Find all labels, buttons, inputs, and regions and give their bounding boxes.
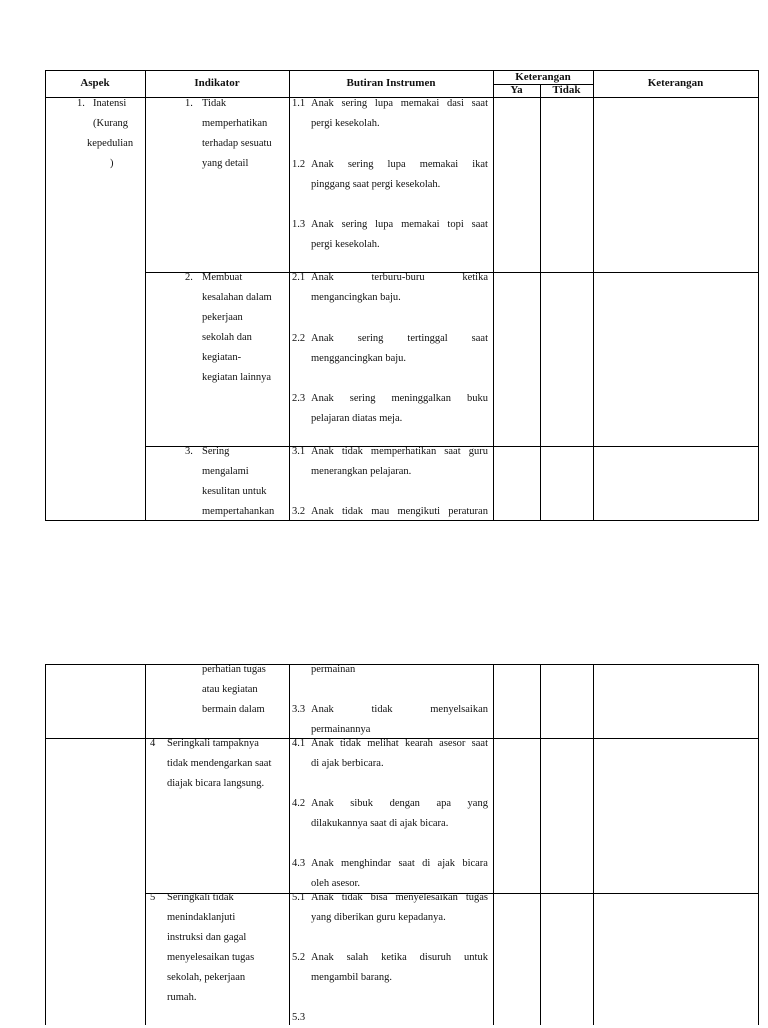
header-keterangan-group: Keterangan	[515, 71, 571, 83]
instrument-word: dasi	[446, 98, 464, 109]
table1-column-line	[758, 70, 759, 521]
instrument-item-line1	[311, 888, 488, 908]
indikator-line: instruksi dan gagal	[167, 932, 247, 943]
instrument-word: menyelesaikan	[395, 892, 458, 903]
instrument-word: Anak	[311, 738, 334, 749]
indikator-line: pekerjaan	[202, 312, 243, 323]
instrument-word: Anak	[311, 952, 334, 963]
table2-column-line	[758, 664, 759, 1025]
instrument-item-line2: mengambil barang.	[311, 972, 393, 983]
instrument-word: tertinggal	[407, 333, 448, 344]
table1-column-line	[593, 70, 594, 521]
instrument-word: Anak	[311, 798, 334, 809]
instrument-word: memperhatikan	[370, 446, 437, 457]
instrument-word: tidak	[339, 738, 361, 749]
instrument-item-line1	[311, 794, 488, 814]
instrument-word: peraturan	[448, 506, 488, 517]
instrument-item-line1	[311, 215, 488, 235]
instrument-word: saat	[471, 219, 488, 230]
instrument-word: tidak	[341, 446, 363, 457]
instrument-word: sering	[357, 333, 384, 344]
instrument-item-line1	[311, 854, 488, 874]
instrument-word: topi	[447, 219, 464, 230]
instrument-word: guru	[468, 446, 488, 457]
instrument-word: lupa	[375, 219, 394, 230]
instrument-item-line2: pelajaran diatas meja.	[311, 413, 403, 424]
instrument-word: Anak	[311, 858, 334, 869]
instrument-word: saat	[444, 446, 461, 457]
instrument-item-number: 3.3	[292, 704, 306, 715]
instrument-word: terburu-buru	[371, 272, 425, 283]
indikator-number: 5	[150, 892, 156, 903]
instrument-word: mengikuti	[397, 506, 441, 517]
indikator-line: kegiatan lainnya	[202, 372, 272, 383]
instrument-item-number: 1.3	[292, 219, 306, 230]
indikator-number: 2.	[185, 272, 193, 283]
instrument-item-number: 5.1	[292, 892, 306, 903]
instrument-word: memakai	[419, 159, 459, 170]
indikator-line: tidak mendengarkan saat	[167, 758, 272, 769]
instrument-word: lupa	[387, 159, 406, 170]
instrument-word: Anak	[311, 272, 334, 283]
instrument-item-line1	[311, 734, 488, 754]
indikator-line: Seringkali tampaknya	[167, 738, 259, 749]
instrument-item-line2: pergi kesekolah.	[311, 118, 380, 129]
instrument-item-number: 2.3	[292, 393, 306, 404]
instrument-word: saat	[471, 738, 488, 749]
indikator-number: 1.	[185, 98, 193, 109]
indikator-line: menindaklanjuti	[167, 912, 236, 923]
instrument-continued: permainan	[311, 664, 356, 675]
indikator-line: diajak bicara langsung.	[167, 778, 265, 789]
aspek-line: )	[110, 158, 114, 169]
header-aspek: Aspek	[80, 77, 110, 89]
instrument-item-line2: dilakukannya saat di ajak bicara.	[311, 818, 449, 829]
indikator-line: mengalami	[202, 466, 249, 477]
table1-column-line	[493, 70, 494, 521]
indikator-line: Sering	[202, 446, 230, 457]
indikator-line: sekolah, pekerjaan	[167, 972, 246, 983]
instrument-item-line1	[311, 700, 488, 720]
instrument-item-number: 2.1	[292, 272, 306, 283]
indikator-line: memperhatikan	[202, 118, 268, 129]
indikator-line: perhatian tugas	[202, 664, 266, 675]
instrument-item-number: 3.2	[292, 506, 306, 517]
instrument-word: buku	[467, 393, 488, 404]
instrument-item-line2: menerangkan pelajaran.	[311, 466, 412, 477]
instrument-item-line2: pergi kesekolah.	[311, 239, 380, 250]
instrument-word: menghindar	[341, 858, 392, 869]
instrument-word: menyelsaikan	[430, 704, 488, 715]
instrument-word: Anak	[311, 333, 334, 344]
instrument-item-line2: menggancingkan baju.	[311, 353, 407, 364]
instrument-word: untuk	[464, 952, 488, 963]
table2-top-border	[45, 664, 759, 665]
instrument-item-line1	[311, 502, 488, 522]
header-keterangan: Keterangan	[647, 77, 704, 89]
instrument-word: salah	[346, 952, 369, 963]
indikator-line: kesulitan untuk	[202, 486, 267, 497]
instrument-word: asesor	[439, 738, 466, 749]
instrument-word: ikat	[472, 159, 488, 170]
instrument-item-line1	[311, 268, 488, 288]
instrument-item-number: 4.2	[292, 798, 306, 809]
instrument-word: sering	[341, 98, 368, 109]
instrument-word: ajak	[437, 858, 456, 869]
table1-column-line	[45, 70, 46, 521]
instrument-item-line1	[311, 442, 488, 462]
indikator-line: Membuat	[202, 272, 243, 283]
instrument-word: tugas	[465, 892, 488, 903]
header-ya: Ya	[510, 84, 523, 96]
instrument-item-line2: pinggang saat pergi kesekolah.	[311, 179, 441, 190]
instrument-item-line2: oleh asesor.	[311, 878, 360, 889]
instrument-word: Anak	[311, 393, 334, 404]
instrument-item-line2: permainannya	[311, 724, 371, 735]
instrument-item-line1	[311, 948, 488, 968]
indikator-line: kegiatan-	[202, 352, 242, 363]
instrument-word: sering	[341, 219, 368, 230]
indikator-line: yang detail	[202, 158, 249, 169]
indikator-number: 3.	[185, 446, 193, 457]
table2-column-line	[45, 664, 46, 1025]
instrument-item-line2: mengancingkan baju.	[311, 292, 401, 303]
table1-column-line	[145, 70, 146, 521]
instrument-word: di	[422, 858, 431, 869]
aspek-number: 1.	[77, 98, 85, 109]
instrument-item-line1	[311, 329, 488, 349]
instrument-word: yang	[467, 798, 488, 809]
indikator-line: terhadap sesuatu	[202, 138, 272, 149]
instrument-item-line2: di ajak berbicara.	[311, 758, 384, 769]
instrument-word: Anak	[311, 159, 334, 170]
table1-column-line	[289, 70, 290, 521]
instrument-word: tidak	[371, 704, 393, 715]
instrument-word: memakai	[400, 98, 440, 109]
instrument-word: dengan	[389, 798, 420, 809]
instrument-item-number: 4.1	[292, 738, 306, 749]
instrument-word: ketika	[462, 272, 488, 283]
instrument-item-number: 5.3	[292, 1012, 306, 1023]
instrument-word: ketika	[381, 952, 407, 963]
instrument-word: Anak	[311, 446, 334, 457]
instrument-item-number: 3.1	[292, 446, 306, 457]
aspek-line: Inatensi	[93, 98, 127, 109]
instrument-word: Anak	[311, 98, 334, 109]
indikator-line: atau kegiatan	[202, 684, 258, 695]
instrument-word: sering	[349, 393, 376, 404]
instrument-item-line2: yang diberikan guru kepadanya.	[311, 912, 446, 923]
instrument-word: saat	[398, 858, 415, 869]
instrument-word: sibuk	[350, 798, 374, 809]
instrument-word: Anak	[311, 219, 334, 230]
instrument-item-number: 5.2	[292, 952, 306, 963]
instrument-word: sering	[347, 159, 374, 170]
indikator-line: sekolah dan	[202, 332, 252, 343]
indikator-line: kesalahan dalam	[202, 292, 272, 303]
instrument-word: kearah	[404, 738, 433, 749]
instrument-word: meninggalkan	[391, 393, 451, 404]
table2-column-line	[493, 664, 494, 1025]
header-indikator: Indikator	[194, 77, 240, 89]
instrument-word: Anak	[311, 506, 334, 517]
instrument-word: apa	[436, 798, 452, 809]
instrument-word: Anak	[311, 704, 334, 715]
instrument-item-number: 1.1	[292, 98, 306, 109]
indikator-line: Seringkali tidak	[167, 892, 234, 903]
instrument-word: bisa	[370, 892, 388, 903]
instrument-item-line1	[311, 389, 488, 409]
indikator-line: Tidak	[202, 98, 227, 109]
instrument-word: saat	[471, 333, 488, 344]
table2-column-line	[145, 664, 146, 1025]
instrument-word: lupa	[374, 98, 393, 109]
indikator-line: rumah.	[167, 992, 197, 1003]
instrument-word: saat	[471, 98, 488, 109]
instrument-item-number: 4.3	[292, 858, 306, 869]
aspek-line: kepedulian	[87, 138, 134, 149]
aspek-line: (Kurang	[93, 118, 128, 129]
instrument-word: memakai	[401, 219, 440, 230]
instrument-word: tidak	[341, 892, 363, 903]
indikator-line: bermain dalam	[202, 704, 265, 715]
table2-column-line	[593, 664, 594, 1025]
instrument-word: tidak	[341, 506, 363, 517]
instrument-item-line1	[311, 94, 488, 114]
instrument-word: disuruh	[419, 952, 452, 963]
instrument-word: melihat	[367, 738, 399, 749]
instrument-word: mau	[371, 506, 390, 517]
table1-column-line	[540, 84, 541, 521]
instrument-item-number: 1.2	[292, 159, 306, 170]
table1-top-border	[45, 70, 759, 71]
instrument-word: bicara	[462, 858, 488, 869]
header-butiran-instrumen: Butiran Instrumen	[346, 77, 436, 89]
table2-column-line	[289, 664, 290, 1025]
instrument-item-number: 2.2	[292, 333, 306, 344]
instrument-word: Anak	[311, 892, 334, 903]
header-tidak: Tidak	[552, 84, 581, 96]
table2-column-line	[540, 664, 541, 1025]
instrument-item-line1	[311, 155, 488, 175]
indikator-number: 4	[150, 738, 156, 749]
indikator-line: mempertahankan	[202, 506, 275, 517]
indikator-line: menyelesaikan tugas	[167, 952, 255, 963]
